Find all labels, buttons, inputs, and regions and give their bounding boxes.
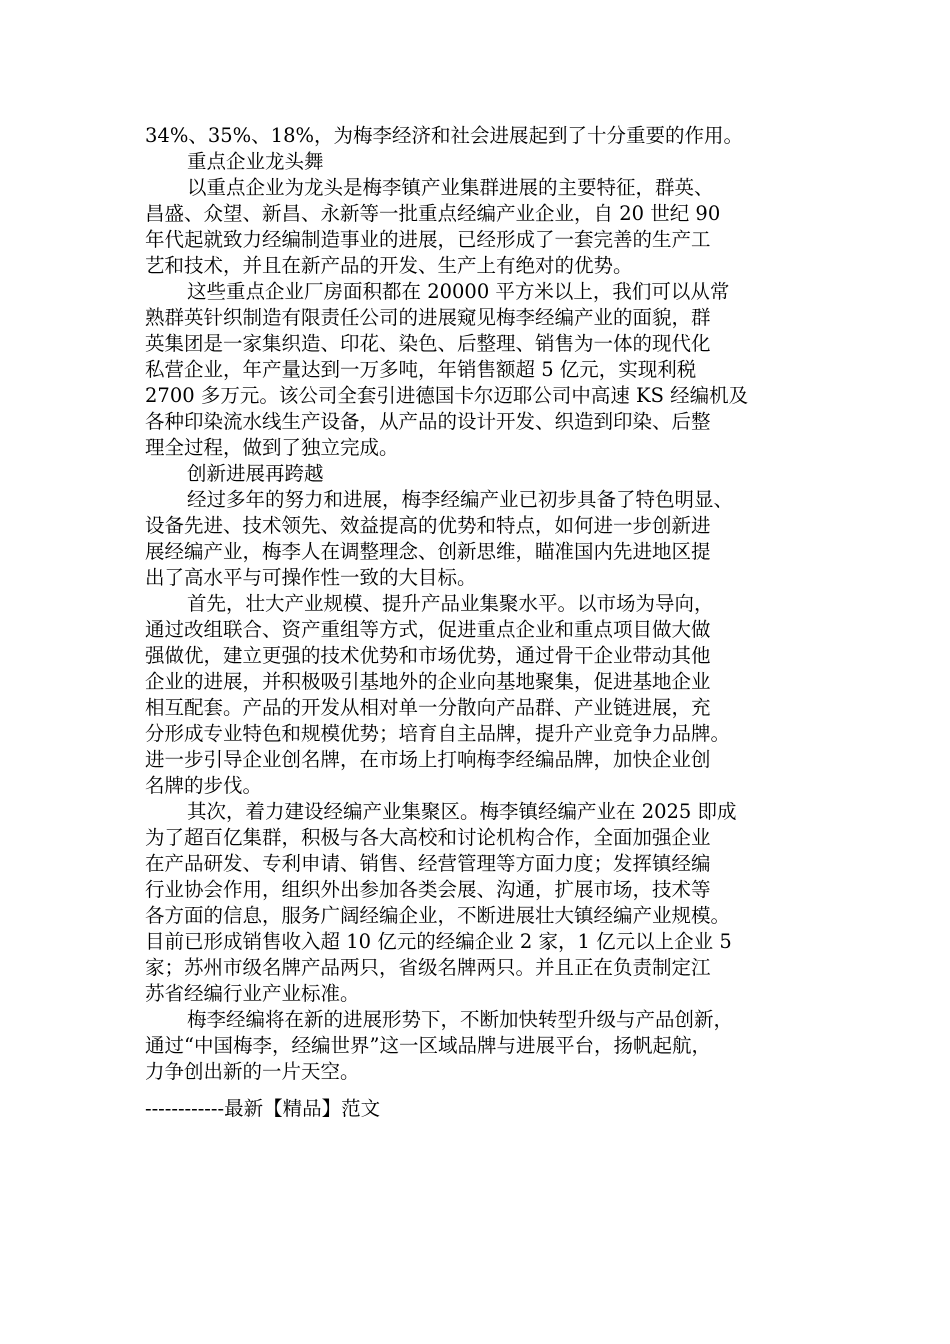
text-line: 以重点企业为龙头是梅李镇产业集群进展的主要特征，群英、 — [187, 176, 714, 199]
text-line: 出了高水平与可操作性一致的大目标。 — [145, 566, 477, 589]
text-line: 目前已形成销售收入超 10 亿元的经编企业 2 家，1 亿元以上企业 5 — [145, 930, 732, 953]
text-line: 创新进展再跨越 — [187, 462, 324, 485]
text-line: 设备先进、技术领先、效益提高的优势和特点，如何进一步创新进 — [145, 514, 711, 537]
text-line: 苏省经编行业产业标准。 — [145, 982, 360, 1005]
footer-tagline: ------------最新【精品】范文 — [145, 1097, 381, 1120]
text-line: 首先，壮大产业规模、提升产品业集聚水平。以市场为导向， — [187, 592, 714, 615]
text-line: 分形成专业特色和规模优势；培育自主品牌，提升产业竞争力品牌。 — [145, 722, 731, 745]
text-line: 家；苏州市级名牌产品两只，省级名牌两只。并且正在负责制定江 — [145, 956, 711, 979]
text-line: 在产品研发、专利申请、销售、经营管理等方面力度；发挥镇经编 — [145, 852, 711, 875]
text-line: 强做优，建立更强的技术优势和市场优势，通过骨干企业带动其他 — [145, 644, 711, 667]
text-line: 行业协会作用，组织外出参加各类会展、沟通，扩展市场，技术等 — [145, 878, 711, 901]
text-line: 私营企业，年产量达到一万多吨，年销售额超 5 亿元，实现利税 — [145, 358, 697, 381]
text-line: 力争创出新的一片天空。 — [145, 1060, 360, 1083]
text-line: 英集团是一家集织造、印花、染色、后整理、销售为一体的现代化 — [145, 332, 711, 355]
text-line: 名牌的步伐。 — [145, 774, 263, 797]
text-line: 各方面的信息，服务广阔经编企业，不断进展壮大镇经编产业规模。 — [145, 904, 731, 927]
text-line: 年代起就致力经编制造事业的进展，已经形成了一套完善的生产工 — [145, 228, 711, 251]
text-line: 梅李经编将在新的进展形势下，不断加快转型升级与产品创新， — [187, 1008, 734, 1031]
text-line: 艺和技术，并且在新产品的开发、生产上有绝对的优势。 — [145, 254, 633, 277]
text-line: 理全过程，做到了独立完成。 — [145, 436, 399, 459]
text-line: 相互配套。产品的开发从相对单一分散向产品群、产业链进展，充 — [145, 696, 711, 719]
text-line: 进一步引导企业创名牌，在市场上打响梅李经编品牌，加快企业创 — [145, 748, 711, 771]
text-line: 熟群英针织制造有限责任公司的进展窥见梅李经编产业的面貌，群 — [145, 306, 711, 329]
text-line: 重点企业龙头舞 — [187, 150, 324, 173]
text-line: 经过多年的努力和进展，梅李经编产业已初步具备了特色明显、 — [187, 488, 734, 511]
text-line: 通过“中国梅李，经编世界”这一区域品牌与进展平台，扬帆起航， — [145, 1034, 711, 1057]
text-line: 昌盛、众望、新昌、永新等一批重点经编产业企业，自 20 世纪 90 — [145, 202, 721, 225]
text-line: 这些重点企业厂房面积都在 20000 平方米以上，我们可以从常 — [187, 280, 730, 303]
text-line: 2700 多万元。该公司全套引进德国卡尔迈耶公司中高速 KS 经编机及 — [145, 384, 749, 407]
text-line: 各种印染流水线生产设备，从产品的设计开发、织造到印染、后整 — [145, 410, 711, 433]
text-line: 为了超百亿集群，积极与各大高校和讨论机构合作，全面加强企业 — [145, 826, 711, 849]
text-line: 34%、35%、18%，为梅李经济和社会进展起到了十分重要的作用。 — [145, 124, 744, 147]
text-line: 企业的进展，并积极吸引基地外的企业向基地聚集，促进基地企业 — [145, 670, 711, 693]
text-line: 通过改组联合、资产重组等方式，促进重点企业和重点项目做大做 — [145, 618, 711, 641]
text-line: 其次，着力建设经编产业集聚区。梅李镇经编产业在 2025 即成 — [187, 800, 737, 823]
text-line: 展经编产业，梅李人在调整理念、创新思维，瞄准国内先进地区提 — [145, 540, 711, 563]
document-body — [145, 123, 812, 1085]
